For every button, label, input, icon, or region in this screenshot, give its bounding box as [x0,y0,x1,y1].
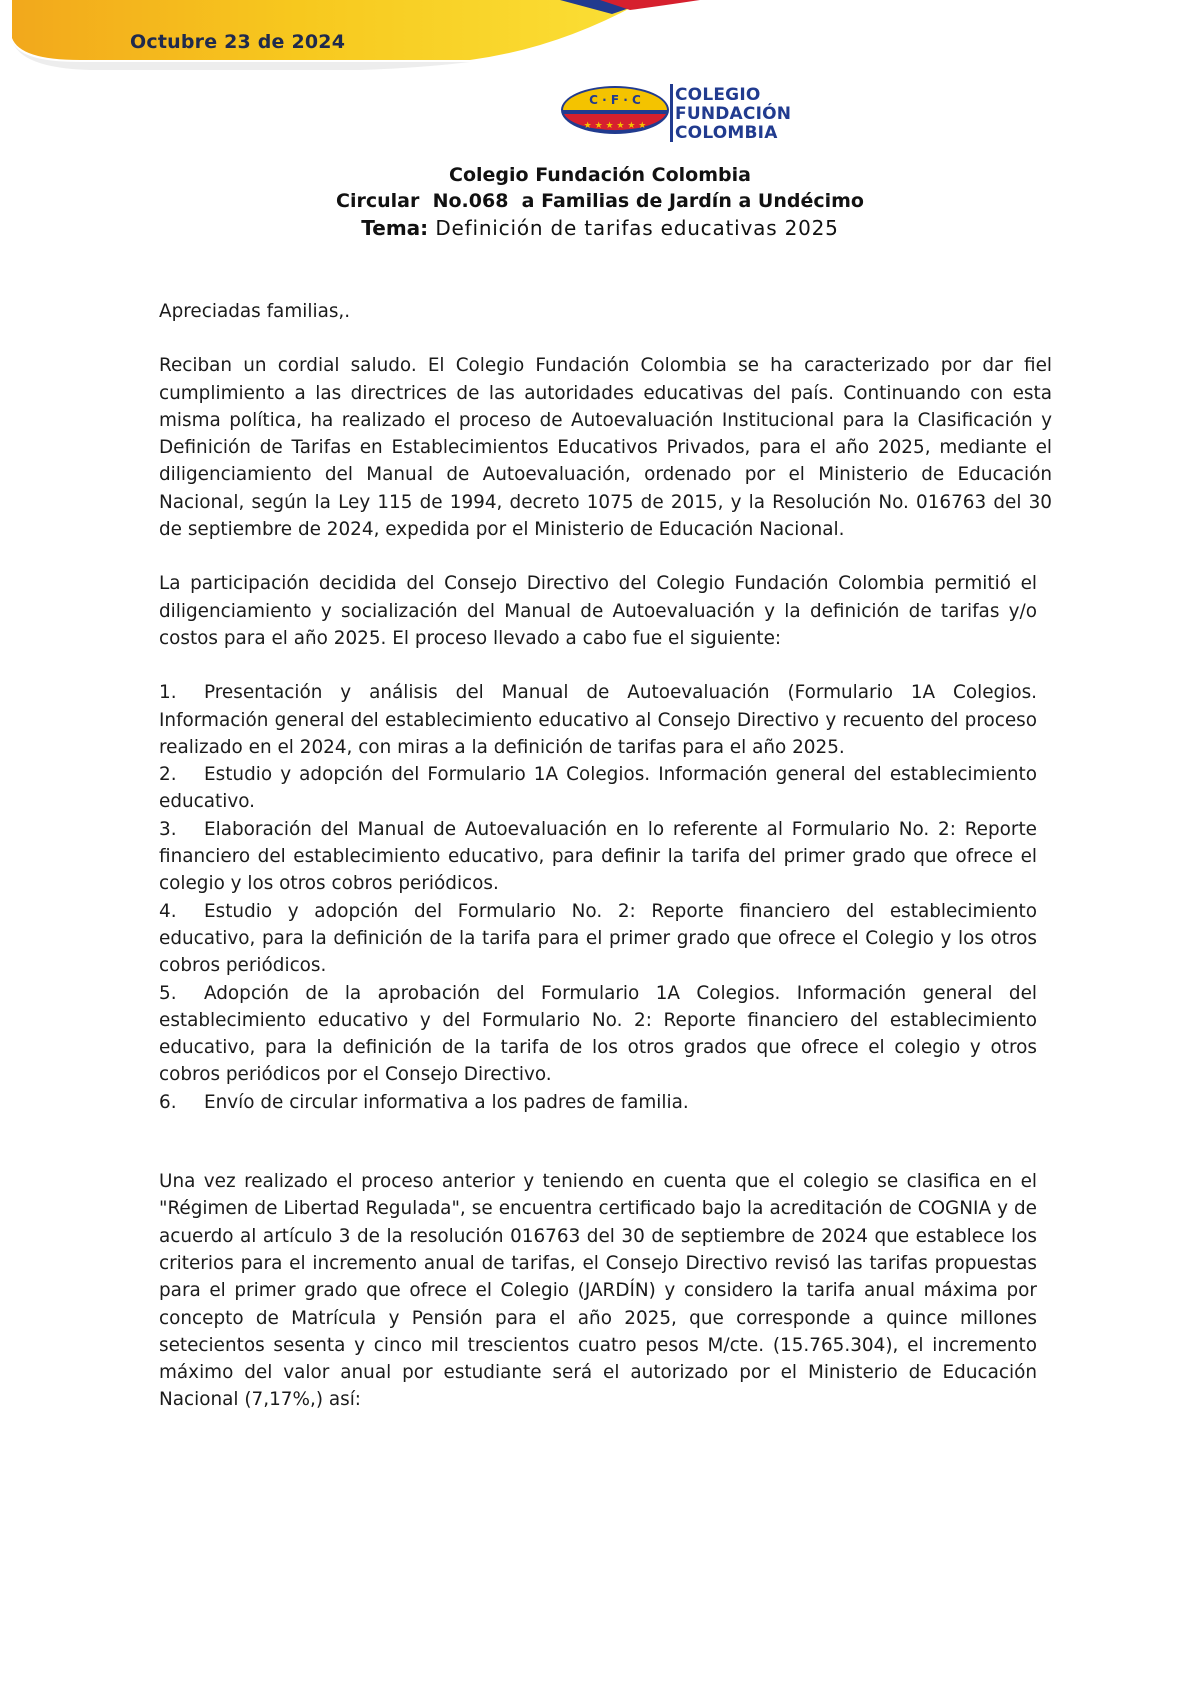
step-number: 4. [159,900,177,922]
step-number: 3. [159,818,177,840]
step-text: Estudio y adopción del Formulario 1A Colegios. Información general del establecimiento educativo. [159,764,1037,813]
step-text: Adopción de la aprobación del Formulario 1A Colegios. Información general del establecimiento educativo y del Formulario No. 2: Reporte financiero del establecimiento educativo, para la definición de la tarifa de los otros grados que ofrece el colegio y otros cobros periódicos por el Consejo Directivo. [159,982,1037,1086]
circular-topic-heading [0,214,1200,242]
step-text: Envío de circular informativa a los padres de familia. [204,1091,689,1113]
step-number: 2. [159,764,177,786]
logo-wordmark [675,86,791,143]
svg-text:★ ★ ★ ★ ★ ★: ★ ★ ★ ★ ★ ★ [583,121,647,131]
step-number: 6. [159,1091,177,1113]
document-date: Octubre 23 de 2024 [130,31,346,53]
school-name-heading: Colegio Fundación Colombia [449,164,751,186]
paragraph-intro: Reciban un cordial saludo. El Colegio Fundación Colombia se ha caracterizado por dar fiel cumplimiento a las directrices de las autoridades educativas del país. Continuando con esta misma política, ha realizado el proceso de Autoevaluación Institucional para la Clasificación y Definición de Tarifas en Establecimientos Educativos Privados, para el año 2025, mediante el diligenciamiento del Manual de Autoevaluación, ordenado por el Ministerio de Educación Nacional, según la Ley 115 de 1994, decreto 1075 de 2015, y la Resolución No. 016763 del 30 de septiembre de 2024, expedida por el Ministerio de Educación Nacional. [159,355,1052,541]
logo-line2: FUNDACIÓN [675,104,792,124]
step-text: Presentación y análisis del Manual de Autoevaluación (Formulario 1A Colegios. Información general del establecimiento educativo al Consejo Directivo y recuento del proceso realizado en el 2024, con miras a la definición de tarifas para el año 2025. [159,682,1037,758]
list-item [159,679,1037,761]
circular-header [0,162,1200,242]
topic-text: Definición de tarifas educativas 2025 [428,216,839,240]
list-item [159,898,1037,980]
process-steps-list [159,679,1037,1116]
list-item [159,761,1037,816]
logo-line1: COLEGIO [675,85,761,105]
step-number: 1. [159,682,177,704]
list-item [159,1089,1037,1116]
letter-body [159,298,1052,1414]
paragraph-process: La participación decidida del Consejo Directivo del Colegio Fundación Colombia permitió el diligenciamiento y socialización del Manual de Autoevaluación y la definición de tarifas y/o costos para el año 2025. El proceso llevado a cabo fue el siguiente: [159,573,1037,649]
topic-label: Tema: [361,216,429,240]
step-number: 5. [159,982,177,1004]
list-item [159,816,1037,898]
step-text: Estudio y adopción del Formulario No. 2: Reporte financiero del establecimiento educativo, para la definición de la tarifa para el primer grado que ofrece el Colegio y los otros cobros periódicos. [159,900,1037,977]
logo-line3: COLOMBIA [675,123,778,143]
list-item [159,980,1037,1089]
step-text: Elaboración del Manual de Autoevaluación en lo referente al Formulario No. 2: Reporte financiero del establecimiento educativo, para definir la tarifa del primer grado que ofrece el colegio y los otros cobros periódicos. [159,818,1037,895]
logo-emblem-letters: C · F · C [589,93,641,107]
circular-number-heading: Circular No.068 a Familias de Jardín a Undécimo [336,190,864,212]
greeting: Apreciadas familias,. [159,301,351,322]
paragraph-tariff: Una vez realizado el proceso anterior y teniendo en cuenta que el colegio se clasifica en el "Régimen de Libertad Regulada", se encuentra certificado bajo la acreditación de COGNIA y de acuerdo al artículo 3 de la resolución 016763 del 30 de septiembre de 2024 que establece los criterios para el incremento anual de tarifas, el Consejo Directivo revisó las tarifas propuestas para el primer grado que ofrece el Colegio (JARDÍN) y considero la tarifa anual máxima por concepto de Matrícula y Pensión para el año 2025, que corresponde a quince millones setecientos sesenta y cinco mil trescientos cuatro pesos M/cte. (15.765.304), el incremento máximo del valor anual por estudiante será el autorizado por el Ministerio de Educación Nacional (7,17%,) así: [159,1171,1037,1411]
